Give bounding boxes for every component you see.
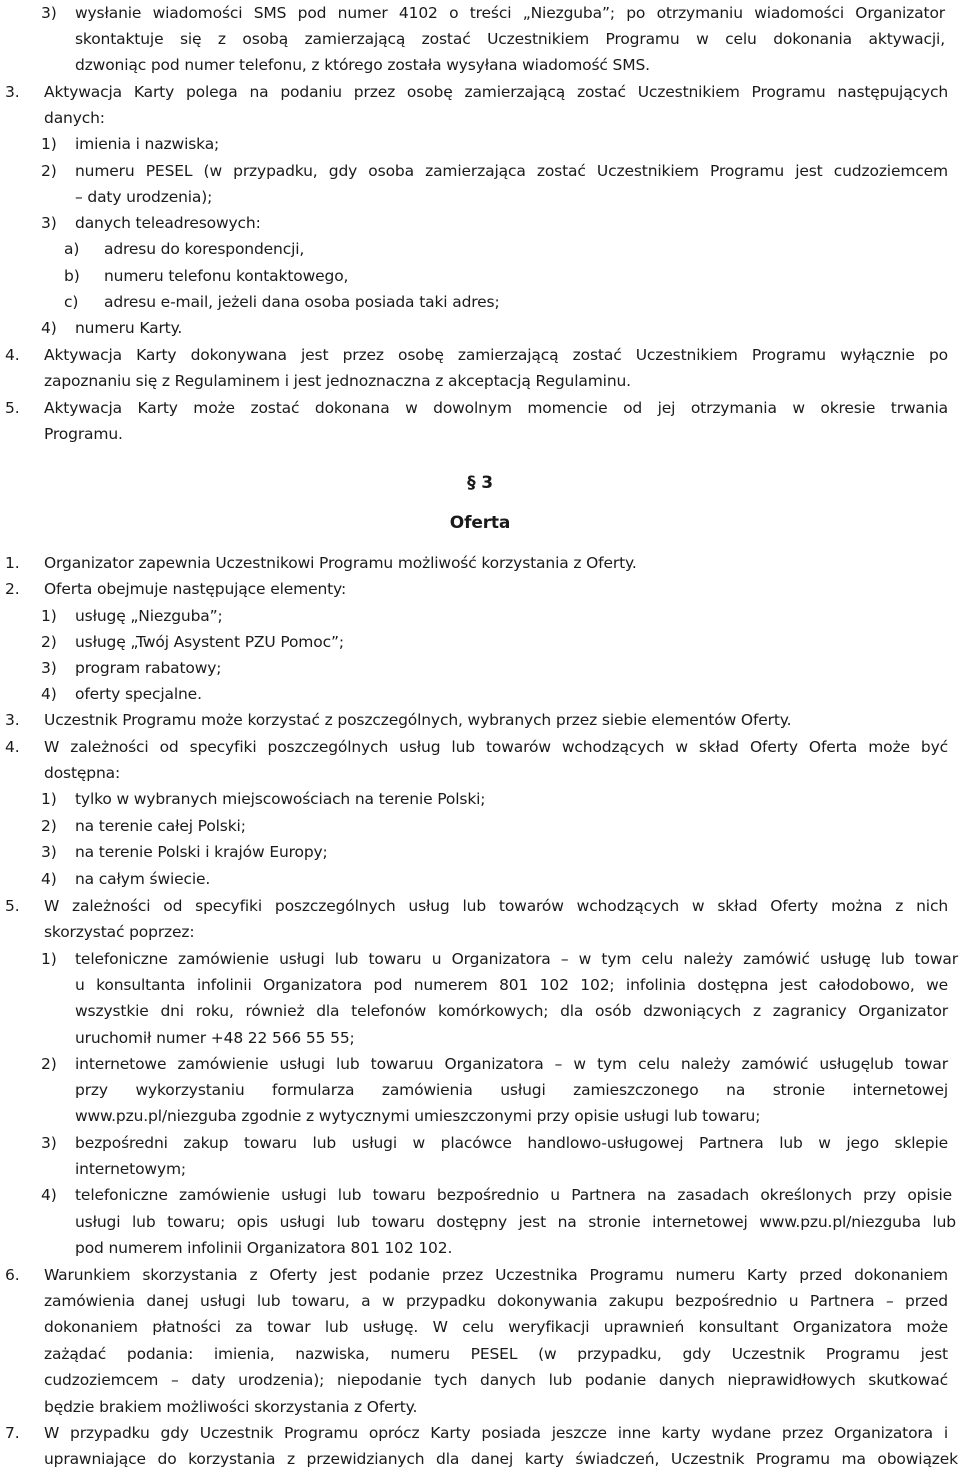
list-marker: 4. — [5, 346, 20, 364]
text-line — [0, 839, 960, 865]
list-marker: 5. — [5, 399, 20, 417]
text-line — [0, 1182, 960, 1208]
line-text: bezpośredni zakup towaru lub usługi w placówce handlowo-usługowej Partnera lub w jego sklepie — [75, 1134, 948, 1152]
text-line — [0, 946, 960, 972]
text-line — [0, 1077, 960, 1103]
line-text: będzie brakiem możliwości skorzystania z Oferty. — [44, 1398, 418, 1416]
list-marker: 3) — [41, 4, 57, 22]
line-text: numeru PESEL (w przypadku, gdy osoba zamierzająca zostać Uczestnikiem Programu jest cudzoziemcem — [75, 162, 948, 180]
line-text: danych teleadresowych: — [75, 214, 261, 232]
line-text: zażądać podania: imienia, nazwiska, numeru PESEL (w przypadku, gdy Uczestnik Programu jest — [44, 1345, 948, 1363]
line-text: W zależności od specyfiki poszczególnych usług lub towarów wchodzących w skład Oferty można z nich — [44, 897, 948, 915]
list-marker: 1) — [41, 790, 57, 808]
list-marker: 1) — [41, 950, 57, 968]
list-marker: 2) — [41, 633, 57, 651]
list-marker: 4) — [41, 319, 57, 337]
list-marker: 3) — [41, 1134, 57, 1152]
line-text: telefoniczne zamówienie usługi lub towaru bezpośrednio u Partnera na zasadach określonych przy opisie — [75, 1186, 952, 1204]
text-line — [0, 972, 960, 998]
list-marker: 4. — [5, 738, 20, 756]
line-text: dokonaniem płatności za towar lub usługę. W celu weryfikacji uprawnień konsultant Organizatora może — [44, 1318, 948, 1336]
line-text: Warunkiem skorzystania z Oferty jest podanie przez Uczestnika Programu numeru Karty przed dokonaniem — [44, 1266, 948, 1284]
text-line — [0, 734, 960, 760]
line-text: tylko w wybranych miejscowościach na terenie Polski; — [75, 790, 486, 808]
line-text: danych: — [44, 109, 105, 127]
list-marker: 3. — [5, 711, 20, 729]
line-text: internetowe zamówienie usługi lub towaruu Organizatora – w tym celu należy zamówić usługęlub towar — [75, 1055, 948, 1073]
text-line — [0, 1235, 960, 1261]
line-text: zamówienia danej usługi lub towaru, a w przypadku dokonywania zakupu bezpośrednio u Partnera – przed — [44, 1292, 948, 1310]
list-marker: 4) — [41, 685, 57, 703]
text-line — [0, 760, 960, 786]
line-text: numeru Karty. — [75, 319, 183, 337]
line-text: zapoznaniu się z Regulaminem i jest jednoznaczna z akceptacją Regulaminu. — [44, 372, 631, 390]
line-text: telefoniczne zamówienie usługi lub towaru u Organizatora – w tym celu należy zamówić usługę lub towar — [75, 950, 958, 968]
text-line — [0, 1262, 960, 1288]
line-text: dzwoniąc pod numer telefonu, z którego została wysyłana wiadomość SMS. — [75, 56, 650, 74]
line-text: W przypadku gdy Uczestnik Programu oprócz Karty posiada jeszcze inne karty wydane przez Organizatora i — [44, 1424, 948, 1442]
text-line — [0, 210, 960, 236]
line-text: cudzoziemcem – daty urodzenia); niepodanie tych danych lub podanie danych nieprawidłowych skutkować — [44, 1371, 948, 1389]
line-text: www.pzu.pl/niezguba zgodnie z wytycznymi umieszczonymi przy opisie usługi lub towaru; — [75, 1107, 761, 1125]
line-text: uruchomił numer +48 22 566 55 55; — [75, 1029, 355, 1047]
line-text: Oferta obejmuje następujące elementy: — [44, 580, 347, 598]
list-marker: b) — [64, 267, 80, 285]
text-line — [0, 1051, 960, 1077]
section-title: Oferta — [449, 513, 511, 533]
line-text: Uczestnik Programu może korzystać z poszczególnych, wybranych przez siebie elementów Oferty. — [44, 711, 792, 729]
list-marker: c) — [64, 293, 79, 311]
text-line — [0, 79, 960, 105]
line-text: internetowym; — [75, 1160, 186, 1178]
text-line — [0, 603, 960, 629]
list-marker: 3) — [41, 659, 57, 677]
line-text: na terenie całej Polski; — [75, 817, 246, 835]
text-line — [0, 342, 960, 368]
line-text: wszystkie dni roku, również dla telefonów komórkowych; dla osób dzwoniących z zagranicy Organizator — [75, 1002, 948, 1020]
section-number: § 3 — [467, 473, 493, 493]
text-line — [0, 813, 960, 839]
text-line — [0, 550, 960, 576]
text-line — [0, 1025, 960, 1051]
line-text: usługę „Niezguba”; — [75, 607, 223, 625]
text-line — [0, 315, 960, 341]
list-marker: 2) — [41, 162, 57, 180]
line-text: na terenie Polski i krajów Europy; — [75, 843, 328, 861]
text-line — [0, 681, 960, 707]
line-text: usługi lub towaru; opis usługi lub towaru dostępny jest na stronie internetowej www.pzu.pl/niezguba lub — [75, 1213, 956, 1231]
text-line — [0, 368, 960, 394]
text-line — [0, 1420, 960, 1446]
text-line — [0, 919, 960, 945]
text-line — [0, 707, 960, 733]
text-line — [0, 263, 960, 289]
list-marker: 2. — [5, 580, 20, 598]
text-line — [0, 1209, 960, 1235]
line-text: wysłanie wiadomości SMS pod numer 4102 o treści „Niezguba”; po otrzymaniu wiadomości Organizator — [75, 4, 945, 22]
line-text: skontaktuje się z osobą zamierzającą zostać Uczestnikiem Programu w celu dokonania aktywacji, — [75, 30, 945, 48]
text-line — [0, 576, 960, 602]
text-line — [0, 1288, 960, 1314]
line-text: dostępna: — [44, 764, 121, 782]
line-text: pod numerem infolinii Organizatora 801 102 102. — [75, 1239, 453, 1257]
line-text: – daty urodzenia); — [75, 188, 213, 206]
line-text: usługę „Twój Asystent PZU Pomoc”; — [75, 633, 344, 651]
text-line — [0, 1394, 960, 1420]
text-line — [0, 184, 960, 210]
text-line — [0, 105, 960, 131]
list-marker: 6. — [5, 1266, 20, 1284]
line-text: Aktywacja Karty polega na podaniu przez osobę zamierzającą zostać Uczestnikiem Programu następujących — [44, 83, 948, 101]
list-marker: 7. — [5, 1424, 20, 1442]
text-line — [0, 866, 960, 892]
list-marker: 3. — [5, 83, 20, 101]
line-text: adresu do korespondencji, — [104, 240, 305, 258]
text-line — [0, 395, 960, 421]
list-marker: 1) — [41, 607, 57, 625]
line-text: program rabatowy; — [75, 659, 222, 677]
list-marker: 4) — [41, 1186, 57, 1204]
line-text: u konsultanta infolinii Organizatora pod numerem 801 102 102; infolinia dostępna jest całodobowo, we — [75, 976, 948, 994]
list-marker: 5. — [5, 897, 20, 915]
line-text: Aktywacja Karty może zostać dokonana w dowolnym momencie od jej otrzymania w okresie trwania — [44, 399, 948, 417]
line-text: skorzystać poprzez: — [44, 923, 195, 941]
text-line — [0, 629, 960, 655]
line-text: adresu e-mail, jeżeli dana osoba posiada taki adres; — [104, 293, 500, 311]
text-line — [0, 1103, 960, 1129]
line-text: numeru telefonu kontaktowego, — [104, 267, 349, 285]
line-text: przy wykorzystaniu formularza zamówienia usługi zamieszczonego na stronie internetowej — [75, 1081, 948, 1099]
text-line — [0, 786, 960, 812]
text-line — [0, 1314, 960, 1340]
text-line — [0, 1156, 960, 1182]
line-text: W zależności od specyfiki poszczególnych usług lub towarów wchodzących w skład Oferty Oferta może być — [44, 738, 948, 756]
list-marker: 1. — [5, 554, 20, 572]
line-text: Aktywacja Karty dokonywana jest przez osobę zamierzającą zostać Uczestnikiem Programu wyłącznie po — [44, 346, 948, 364]
text-line — [0, 1446, 960, 1472]
text-line — [0, 0, 960, 26]
text-line — [0, 1130, 960, 1156]
list-marker: 3) — [41, 843, 57, 861]
line-text: Organizator zapewnia Uczestnikowi Programu możliwość korzystania z Oferty. — [44, 554, 637, 572]
text-line — [0, 289, 960, 315]
text-line — [0, 158, 960, 184]
line-text: uprawniające do korzystania z przewidzianych dla danej karty świadczeń, Uczestnik Programu ma obowiązek — [44, 1450, 958, 1468]
text-line — [0, 421, 960, 447]
line-text: oferty specjalne. — [75, 685, 202, 703]
list-marker: 4) — [41, 870, 57, 888]
list-marker: 2) — [41, 817, 57, 835]
text-line — [0, 1341, 960, 1367]
line-text: Programu. — [44, 425, 123, 443]
list-marker: a) — [64, 240, 80, 258]
line-text: na całym świecie. — [75, 870, 211, 888]
line-text: imienia i nazwiska; — [75, 135, 220, 153]
text-line — [0, 236, 960, 262]
text-line — [0, 998, 960, 1024]
list-marker: 3) — [41, 214, 57, 232]
list-marker: 2) — [41, 1055, 57, 1073]
text-line — [0, 1367, 960, 1393]
list-marker: 1) — [41, 135, 57, 153]
text-line — [0, 655, 960, 681]
text-line — [0, 893, 960, 919]
text-line — [0, 52, 960, 78]
text-line — [0, 26, 960, 52]
text-line — [0, 131, 960, 157]
